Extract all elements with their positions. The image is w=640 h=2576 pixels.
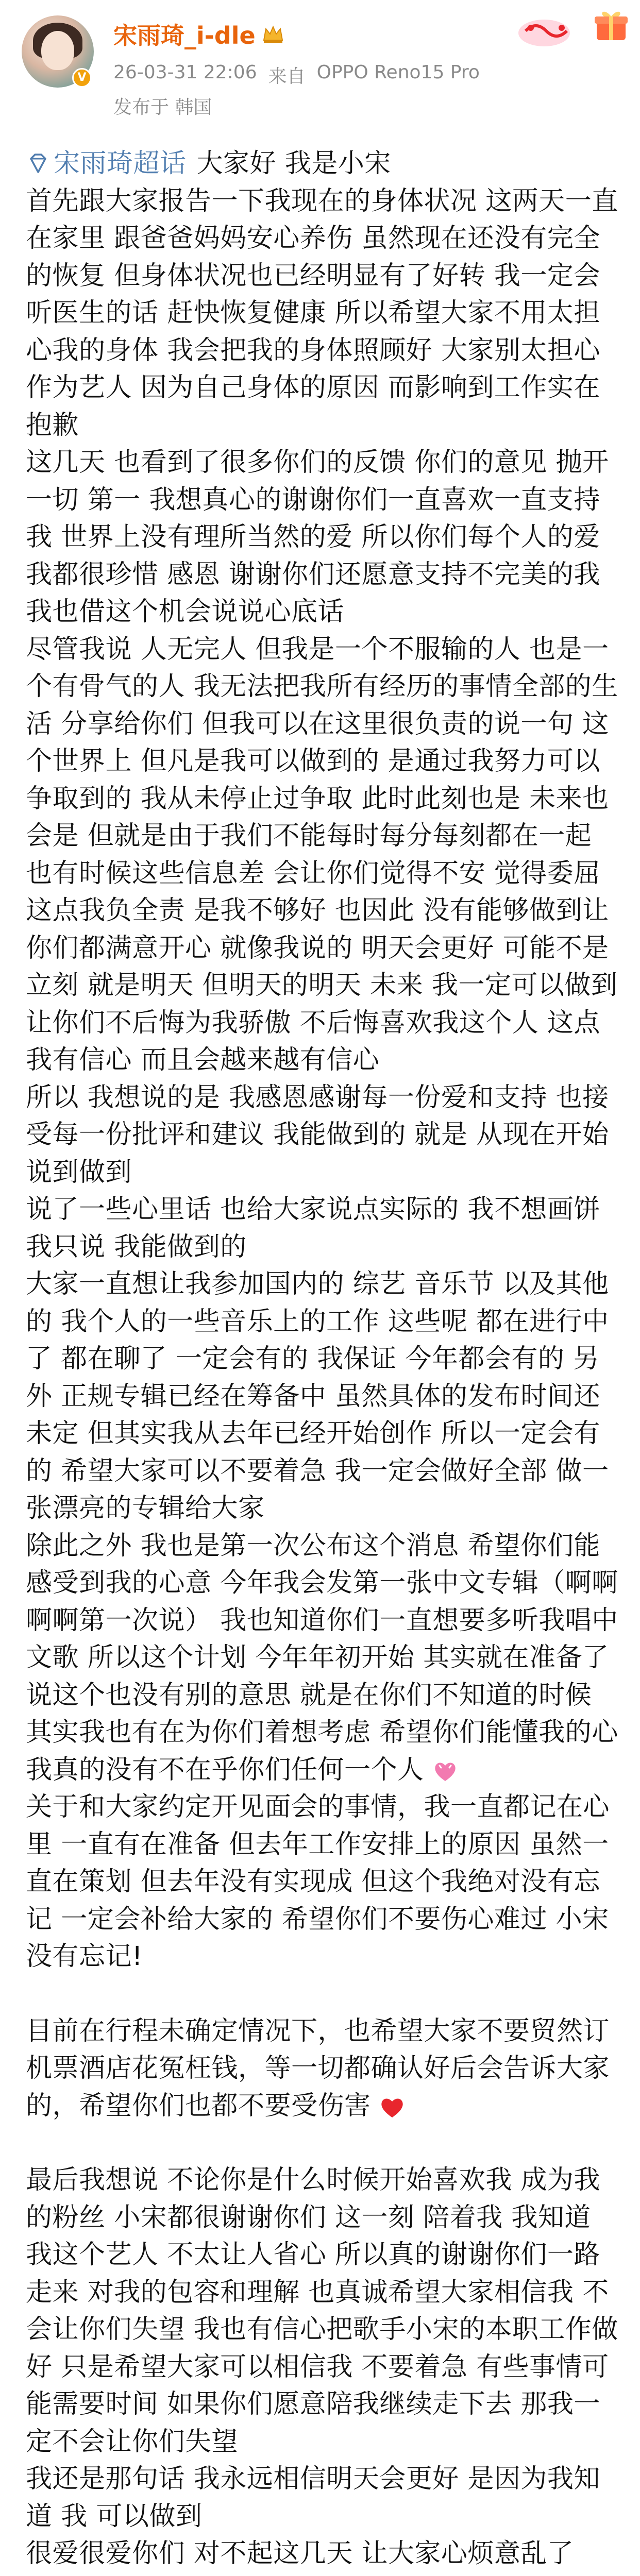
post-paragraph: 关于和大家约定开见面会的事情，我一直都记在心里 一直有在准备 但去年工作安排上的原因 虽然一直在策划 但去年没有实现成 但这个我绝对没有忘记 一定会补给大家的 希望你们不要伤心难过 小宋没有忘记!: [26, 1792, 610, 1972]
post-paragraph: 最后我想说 不论你是什么时候开始喜欢我 成为我的粉丝 小宋都很谢谢你们 这一刻 陪着我 我知道 我这个艺人 不太让人省心 所以真的谢谢你们一路走来 对我的包容和理解 也真诚希望大家相信我 不会让你们失望 我也有信心把歌手小宋的本职工作做好 只是希望大家可以相信我 不要着急 有些事情可能需要时间 如果你们愿意陪我继续走下去 那我一定不会让你们失望: [26, 2165, 618, 2457]
post-paragraph: 首先跟大家报告一下我现在的身体状况 这两天一直在家里 跟爸爸妈妈安心养伤 虽然现在还没有完全的恢复 但身体状况也已经明显有了好转 我一定会听医生的话 赶快恢复健康 所以希望大家不用太担心我的身体 我会把我的身体照顾好 大家别太担心 作为艺人 因为自己身体的原因 而影响到工作实在抱歉: [26, 185, 618, 440]
post-paragraph: 很爱很爱你们 对不起这几天 让大家心烦意乱了: [26, 2538, 574, 2569]
post-header: [0, 0, 640, 134]
source-prefix: 来自: [268, 66, 306, 87]
post-paragraph: 我也借这个机会说说心底话: [26, 597, 345, 627]
post-paragraph: 尽管我说 人无完人 但我是一个不服输的人 也是一个有骨气的人 我无法把我所有经历的事情全部的生活 分享给你们 但我可以在这里很负责的说一句 这个世界上 但凡是我可以做到的 是通过我努力可以争取到的 我从未停止过争取 此时此刻也是 未来也会是 但就是由于我们不能每时每分每刻都在一起 也有时候这些信息差 会让你们觉得不安 觉得委屈 这点我负全责 是我不够好 也因此 没有能够做到让你们都满意开心 就像我说的 明天会更好 可能不是立刻 就是明天 但明天的明天 未来 我一定可以做到让你们不后悔为我骄傲 不后悔喜欢我这个人 这点我有信心 而且会越来越有信心: [26, 634, 618, 1075]
post-datetime: 26-03-31 22:06: [113, 62, 257, 83]
supertopic-diamond-icon: [26, 151, 50, 176]
post-paragraph: 所以 我想说的是 我感恩感谢每一份爱和支持 也接受每一份批评和建议 我能做到的 就是 从现在开始说到做到: [26, 1082, 609, 1188]
crown-icon: [262, 24, 284, 44]
post-first-line: [26, 145, 618, 183]
gift-icon[interactable]: [593, 6, 630, 43]
paragraph-gap: [26, 2125, 618, 2162]
red-heart-icon: [379, 2095, 405, 2119]
post-paragraph: 除此之外 我也是第一次公布这个消息 希望你们能感受到我的心意 今年我会发第一张中文专辑（啊啊啊啊第一次说） 我也知道你们一直想要多听我唱中文歌 所以这个计划 今年年初开始 其实就在准备了 说这个也没有别的意思 就是在你们不知道的时候 其实我也有在为你们着想考虑 希望你们能懂我的心 我真的没有不在乎你们任何一个人: [26, 1530, 618, 1785]
post-paragraph: 大家一直想让我参加国内的 综艺 音乐节 以及其他的 我个人的一些音乐上的工作 这些呢 都在进行中了 都在聊了 一定会有的 我保证 今年都会有的 另外 正规专辑已经在筹备中 虽然具体的发布时间还未定 但其实我从去年已经开始创作 所以一定会有的 希望大家可以不要着急 我一定会做好全部 做一张漂亮的专辑给大家: [26, 1269, 609, 1523]
post-paragraph: 目前在行程未确定情况下，也希望大家不要贸然订机票酒店花冤枉钱，等一切都确认好后会告诉大家的，希望你们也都不要受伤害: [26, 2015, 610, 2121]
supertopic-link[interactable]: 宋雨琦超话: [54, 148, 187, 179]
post-paragraph-with-heart: [26, 2013, 618, 2125]
username-row: [113, 20, 284, 48]
post-paragraph-with-heart: [26, 1528, 618, 1789]
pink-heart-icon: [432, 1758, 458, 1784]
post-paragraph: 说了一些心里话 也给大家说点实际的 我不想画饼 我只说 我能做到的: [26, 1194, 600, 1262]
decor-sticker-icon[interactable]: [515, 10, 577, 52]
device-name[interactable]: OPPO Reno15 Pro: [316, 62, 480, 83]
verified-badge-icon: V: [72, 68, 92, 88]
username-link[interactable]: 宋雨琦_i-dle: [113, 22, 256, 49]
publish-location: 发布于 韩国: [113, 97, 212, 118]
post-paragraph: 我还是那句话 我永远相信明天会更好 是因为我知道 我 可以做到: [26, 2464, 600, 2532]
post-body: [26, 145, 618, 2573]
post-paragraph: 大家好 我是小宋: [196, 148, 391, 179]
post-meta: [113, 62, 480, 88]
post-paragraph: 这几天 也看到了很多你们的反馈 你们的意见 抛开一切 第一 我想真心的谢谢你们一直喜欢一直支持我 世界上没有理所当然的爱 所以你们每个人的爱 我都很珍惜 感恩 谢谢你们还愿意支持不完美的我: [26, 447, 609, 590]
paragraph-gap: [26, 1976, 618, 2013]
avatar-face: [41, 31, 74, 70]
